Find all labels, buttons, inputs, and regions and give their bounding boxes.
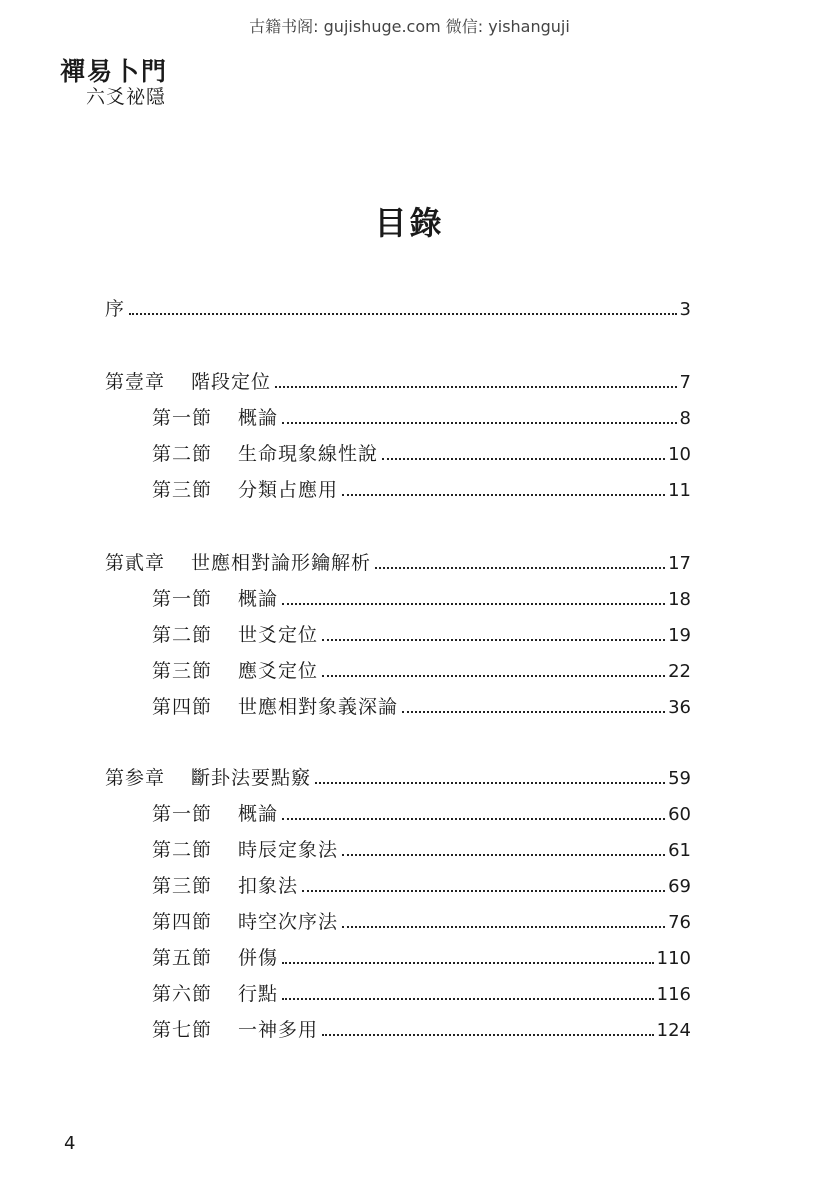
page-title: 目錄 [374,204,445,242]
toc-entry-page: 110 [656,948,691,969]
chapter-number: 第貳章 [105,552,166,574]
toc-entry-page: 116 [656,984,691,1005]
section-number: 第四節 [152,911,213,933]
section-title: 扣象法 [238,875,299,897]
dot-leader [282,603,665,605]
toc-section[interactable] [152,907,691,937]
toc-section[interactable] [152,835,691,865]
toc-section[interactable] [152,584,691,614]
watermark-text: 古籍书阁: gujishuge.com 微信: yishanguji [249,17,570,36]
toc-entry-page: 17 [668,553,691,574]
toc-entry-page: 8 [679,408,691,429]
toc-section[interactable] [152,692,691,722]
section-title: 應爻定位 [238,660,319,682]
chapter-title: 階段定位 [191,371,272,393]
toc-entry-page: 19 [668,625,691,646]
toc-section[interactable] [152,656,691,686]
toc-section[interactable] [152,439,691,469]
toc-section[interactable] [152,620,691,650]
section-title: 概論 [238,803,279,825]
dot-leader [129,313,677,315]
section-title: 分類占應用 [238,479,339,501]
section-title: 行點 [238,983,279,1005]
section-title: 世爻定位 [238,624,319,646]
toc-chapter-3[interactable] [105,763,691,793]
section-title: 世應相對象義深論 [238,696,399,718]
toc-section[interactable] [152,943,691,973]
dot-leader [282,422,677,424]
toc-section[interactable] [152,979,691,1009]
toc-entry-page: 61 [668,840,691,861]
toc-entry-page: 60 [668,804,691,825]
section-number: 第一節 [152,803,213,825]
section-number: 第二節 [152,443,213,465]
toc-section[interactable] [152,799,691,829]
toc-entry-page: 59 [668,768,691,789]
toc-entry-page: 7 [679,372,691,393]
dot-leader [282,962,654,964]
dot-leader [302,890,665,892]
book-logo-line2: 六爻祕隱 [86,86,167,108]
dot-leader [282,998,654,1000]
dot-leader [342,854,665,856]
toc-entry-page: 3 [679,299,691,320]
section-number: 第三節 [152,479,213,501]
toc-entry-page: 36 [668,697,691,718]
chapter-number: 第壹章 [105,371,166,393]
book-logo-line1: 禪易卜門 [60,57,169,86]
section-title: 併傷 [238,947,279,969]
section-number: 第一節 [152,407,213,429]
toc-chapter-1[interactable] [105,367,691,397]
toc-chapter-label [105,367,271,397]
toc-entry-page: 124 [656,1020,691,1041]
toc-entry-preface[interactable] [105,294,691,324]
toc-entry-page: 11 [668,480,691,501]
toc-section[interactable] [152,403,691,433]
section-number: 第七節 [152,1019,213,1041]
dot-leader [275,386,677,388]
toc-entry-title: 序 [105,298,126,320]
section-number: 第三節 [152,875,213,897]
section-title: 一神多用 [238,1019,319,1041]
section-title: 時辰定象法 [238,839,339,861]
toc-section[interactable] [152,871,691,901]
dot-leader [282,818,665,820]
toc-entry-page: 69 [668,876,691,897]
section-title: 生命現象線性說 [238,443,379,465]
toc-section[interactable] [152,1015,691,1045]
dot-leader [402,711,665,713]
dot-leader [382,458,665,460]
toc-section[interactable] [152,475,691,505]
section-number: 第一節 [152,588,213,610]
dot-leader [342,494,665,496]
section-number: 第六節 [152,983,213,1005]
section-number: 第二節 [152,839,213,861]
toc-entry-page: 18 [668,589,691,610]
toc-entry-page: 22 [668,661,691,682]
dot-leader [375,567,665,569]
dot-leader [315,782,665,784]
section-number: 第三節 [152,660,213,682]
section-title: 概論 [238,588,279,610]
toc-entry-page: 10 [668,444,691,465]
toc-chapter-2[interactable] [105,548,691,578]
page-number: 4 [64,1133,76,1154]
dot-leader [322,1034,654,1036]
dot-leader [342,926,665,928]
section-number: 第二節 [152,624,213,646]
section-number: 第五節 [152,947,213,969]
chapter-title: 世應相對論形鑰解析 [191,552,372,574]
section-title: 概論 [238,407,279,429]
toc-entry-page: 76 [668,912,691,933]
section-number: 第四節 [152,696,213,718]
dot-leader [322,639,665,641]
chapter-number: 第参章 [105,767,166,789]
chapter-title: 斷卦法要點竅 [191,767,312,789]
dot-leader [322,675,665,677]
section-title: 時空次序法 [238,911,339,933]
